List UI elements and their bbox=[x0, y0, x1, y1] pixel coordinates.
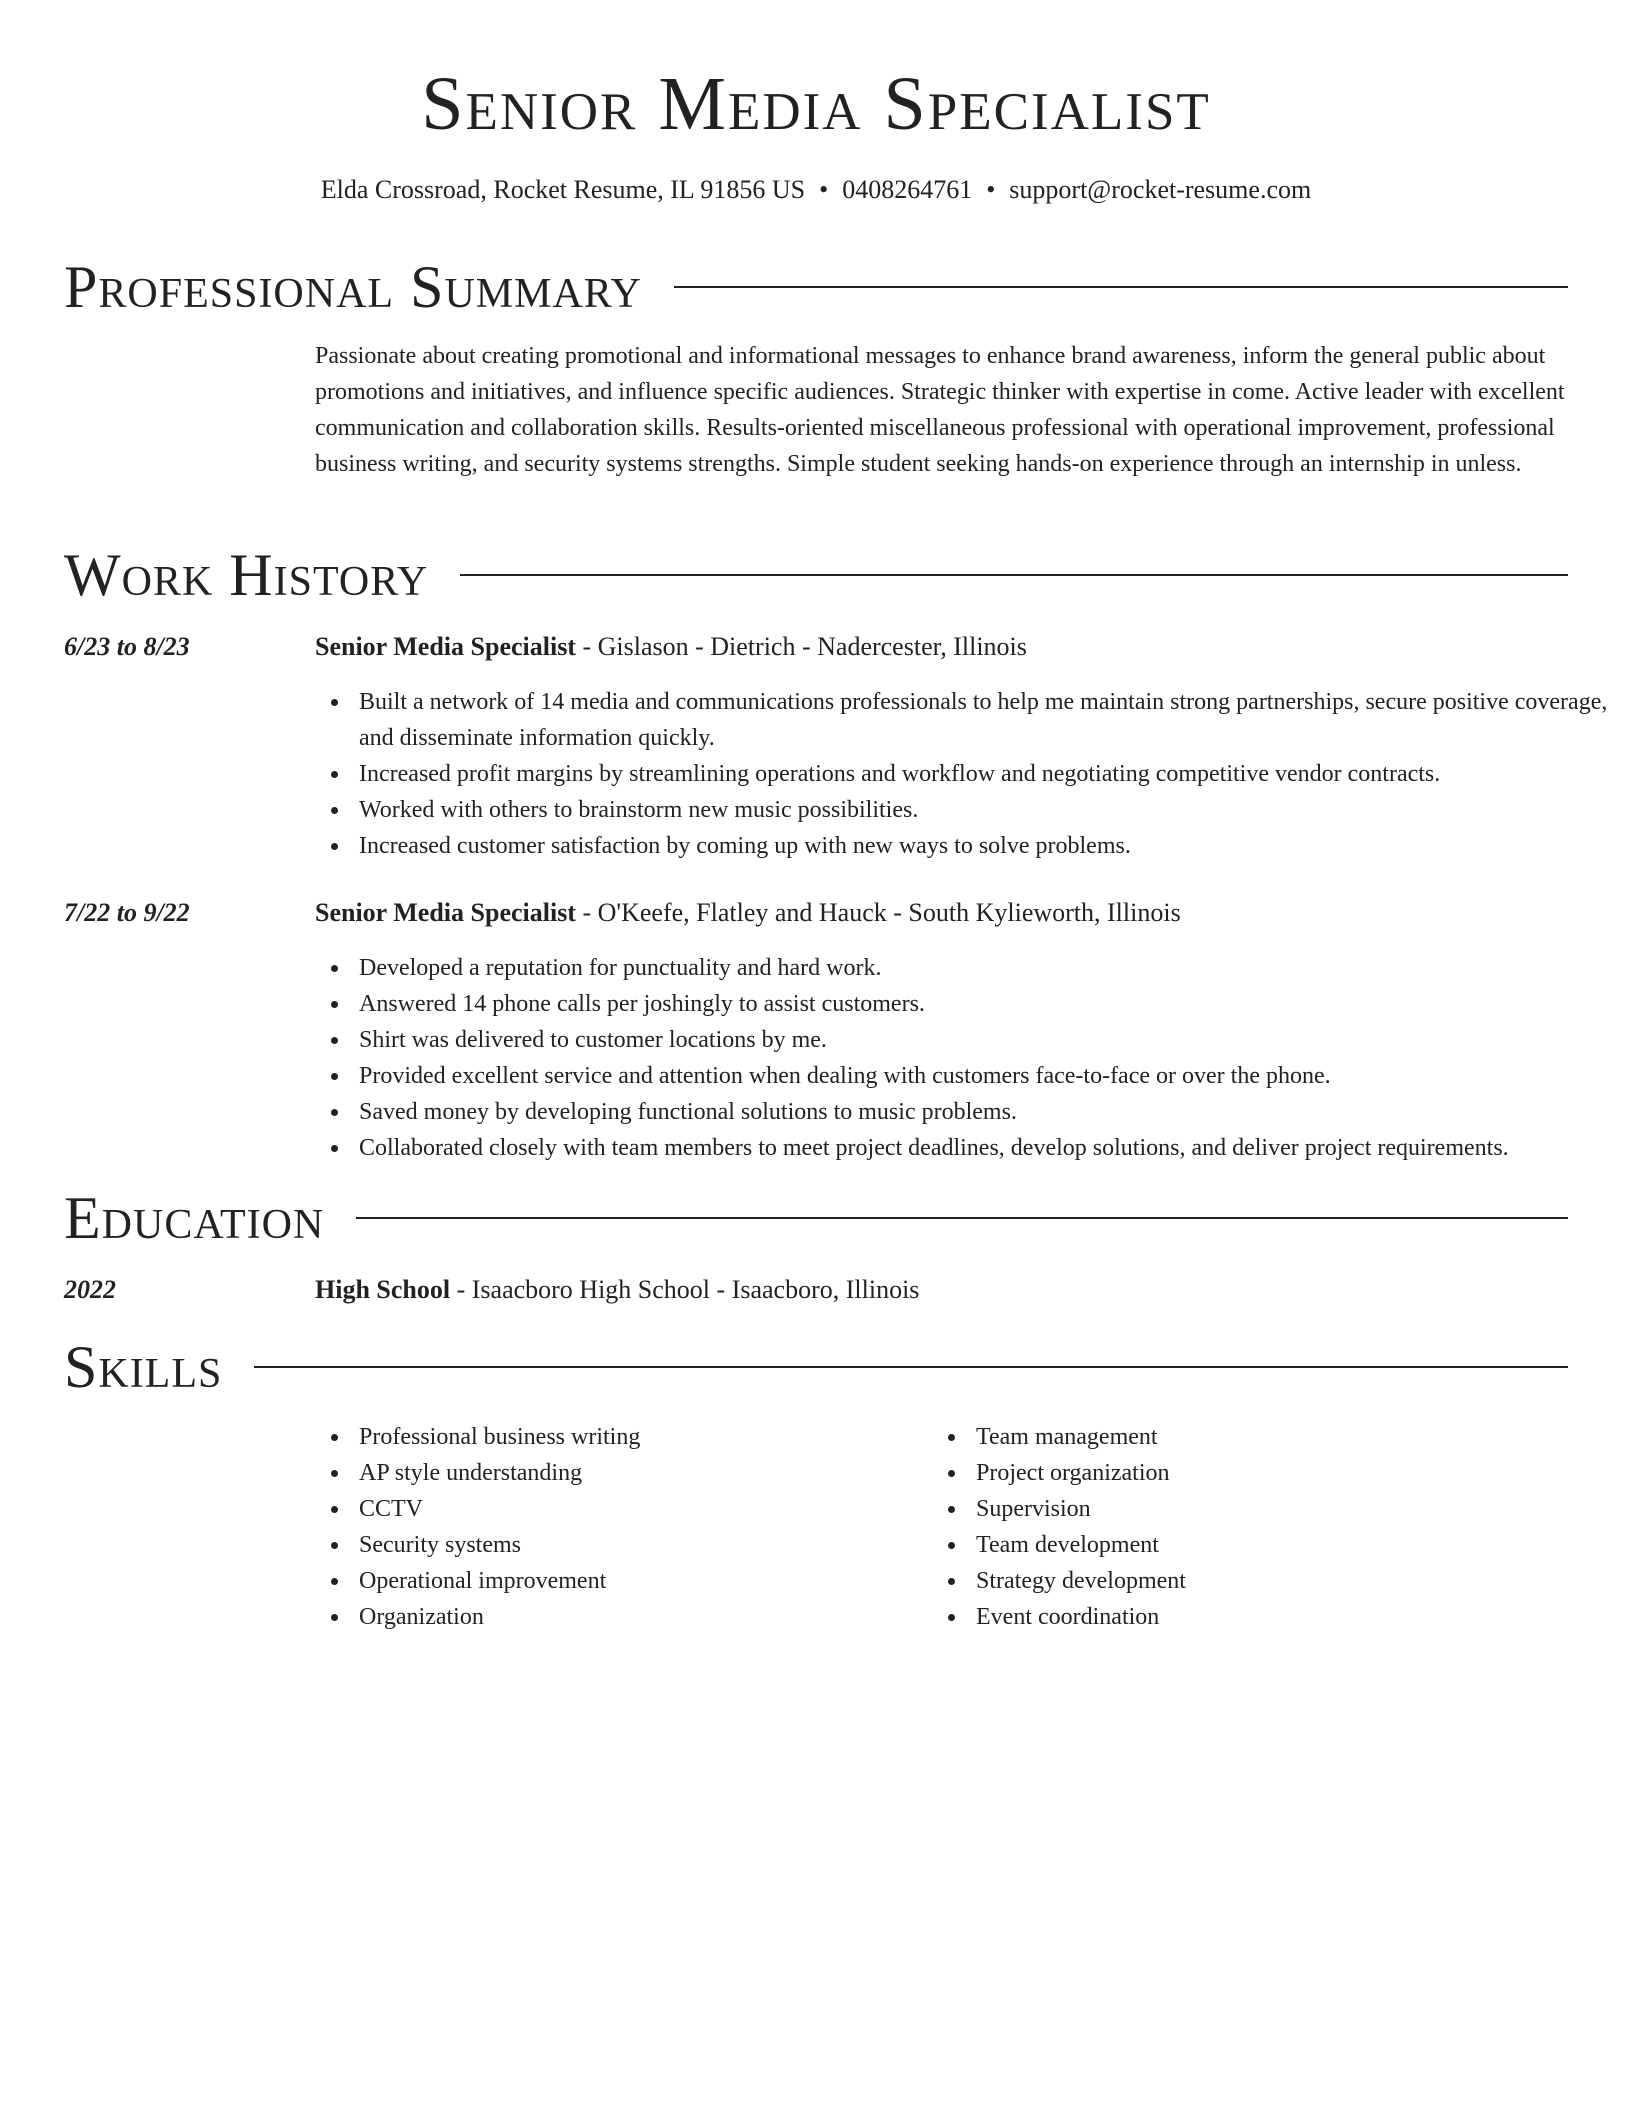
education-year: 2022 bbox=[64, 1275, 116, 1304]
contact-separator: • bbox=[986, 175, 996, 204]
job-bullets bbox=[315, 950, 1612, 1166]
skill-item: Event coordination bbox=[976, 1599, 1632, 1635]
skill-item: CCTV bbox=[359, 1491, 1612, 1527]
job-details: - O'Keefe, Flatley and Hauck - South Kylieworth, Illinois bbox=[575, 898, 1181, 927]
job-dates: 6/23 to 8/23 bbox=[64, 632, 190, 661]
section-divider bbox=[674, 286, 1568, 288]
skill-item: Strategy development bbox=[976, 1563, 1632, 1599]
section-divider bbox=[254, 1366, 1568, 1368]
job-bullets bbox=[315, 684, 1612, 864]
section-title: Education bbox=[64, 1185, 325, 1251]
list-item: Worked with others to brainstorm new music possibilities. bbox=[359, 792, 1612, 828]
list-item: Answered 14 phone calls per joshingly to assist customers. bbox=[359, 986, 1612, 1022]
section-header-summary bbox=[64, 252, 1568, 322]
job-title bbox=[315, 629, 1568, 665]
contact-line bbox=[0, 172, 1632, 208]
contact-address: Elda Crossroad, Rocket Resume, IL 91856 US bbox=[320, 175, 806, 204]
job-role: Senior Media Specialist bbox=[315, 898, 576, 927]
skill-item: Professional business writing bbox=[359, 1419, 1612, 1455]
section-title: Professional Summary bbox=[64, 254, 642, 320]
education-details: - Isaacboro High School - Isaacboro, Illinois bbox=[450, 1275, 920, 1304]
list-item: Shirt was delivered to customer locations by me. bbox=[359, 1022, 1612, 1058]
list-item: Increased customer satisfaction by coming up with new ways to solve problems. bbox=[359, 828, 1612, 864]
contact-separator: • bbox=[819, 175, 829, 204]
list-item: Increased profit margins by streamlining operations and workflow and negotiating competitive vendor contracts. bbox=[359, 756, 1612, 792]
job-details: - Gislason - Dietrich - Nadercester, Illinois bbox=[575, 632, 1027, 661]
education-title bbox=[315, 1272, 1568, 1308]
page-title: Senior Media Specialist bbox=[421, 62, 1211, 146]
section-title: Skills bbox=[64, 1334, 223, 1400]
section-divider bbox=[356, 1217, 1568, 1219]
skill-item: Project organization bbox=[976, 1455, 1632, 1491]
job-role: Senior Media Specialist bbox=[315, 632, 576, 661]
skill-item: Supervision bbox=[976, 1491, 1632, 1527]
contact-email: support@rocket-resume.com bbox=[1009, 175, 1312, 204]
list-item: Developed a reputation for punctuality and hard work. bbox=[359, 950, 1612, 986]
summary-text: Passionate about creating promotional and informational messages to enhance brand awareness, inform the general public about promotions and initiatives, and influence specific audiences. Strategic thinker with expertise in come. Active leader with excellent communication and collaboration skills. Results-oriented miscellaneous professional with operational improvement, professional business writing, and security systems strengths. Simple student seeking hands-on experience through an internship in unless. bbox=[315, 343, 1565, 477]
job-title bbox=[315, 895, 1568, 931]
skill-item: Team development bbox=[976, 1527, 1632, 1563]
skill-item: Team management bbox=[976, 1419, 1632, 1455]
list-item: Collaborated closely with team members to meet project deadlines, develop solutions, and deliver project requirements. bbox=[359, 1130, 1612, 1166]
job-dates: 7/22 to 9/22 bbox=[64, 898, 190, 927]
education-degree: High School bbox=[315, 1275, 451, 1304]
section-title: Work History bbox=[64, 542, 429, 608]
section-header-education bbox=[64, 1183, 1568, 1253]
section-header-skills bbox=[64, 1332, 1568, 1402]
skill-item: Organization bbox=[359, 1599, 1612, 1635]
skills-list-right bbox=[932, 1419, 1632, 1635]
list-item: Provided excellent service and attention when dealing with customers face-to-face or over the phone. bbox=[359, 1058, 1612, 1094]
skill-item: Security systems bbox=[359, 1527, 1612, 1563]
section-header-work-history bbox=[64, 540, 1568, 610]
skill-item: AP style understanding bbox=[359, 1455, 1612, 1491]
contact-phone: 0408264761 bbox=[842, 175, 973, 204]
list-item: Built a network of 14 media and communications professionals to help me maintain strong partnerships, secure positive coverage, and disseminate information quickly. bbox=[359, 684, 1612, 756]
section-divider bbox=[460, 574, 1568, 576]
list-item: Saved money by developing functional solutions to music problems. bbox=[359, 1094, 1612, 1130]
skill-item: Operational improvement bbox=[359, 1563, 1612, 1599]
